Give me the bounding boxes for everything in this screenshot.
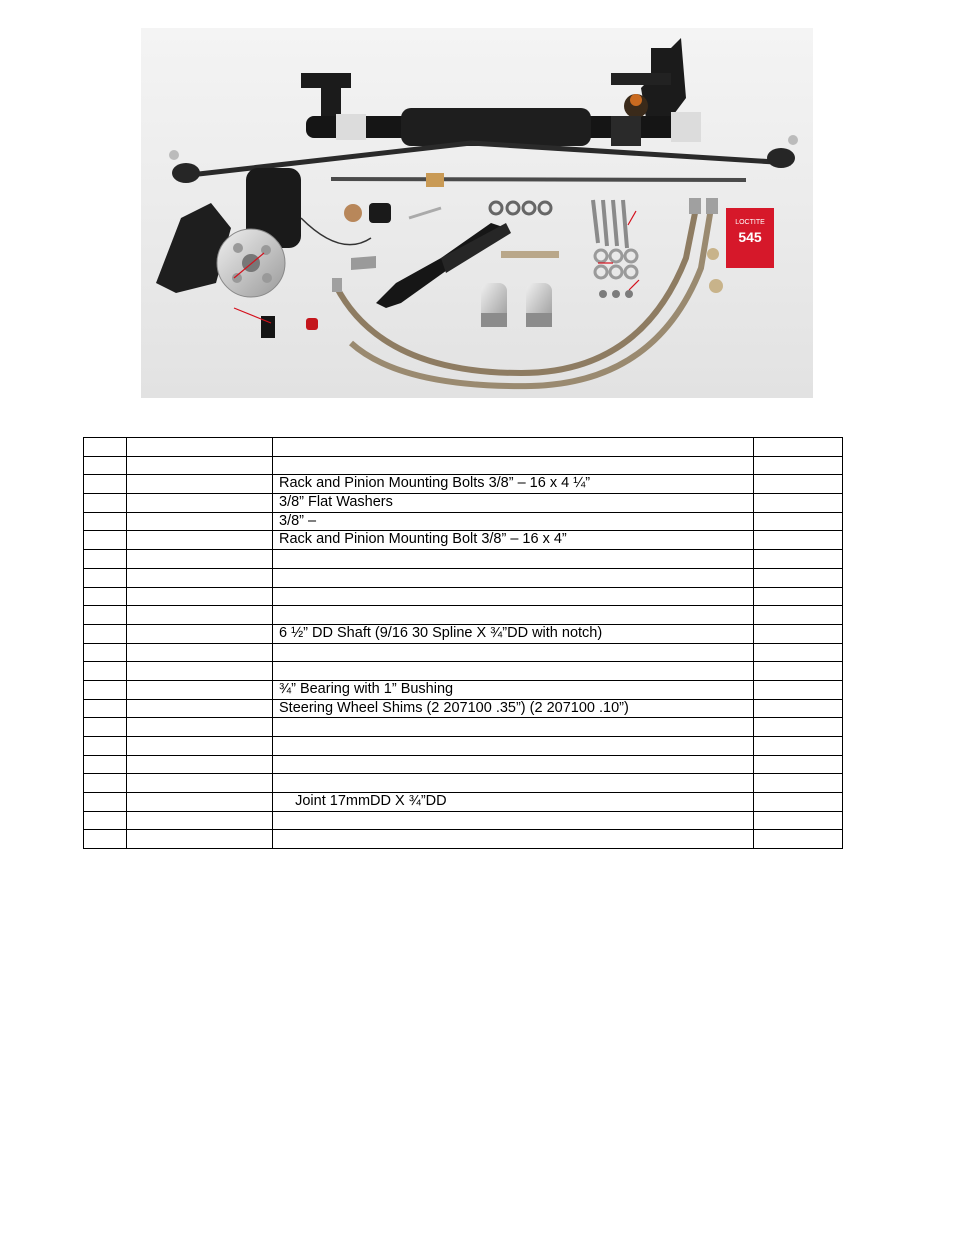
table-cell [84, 587, 127, 606]
table-cell [754, 550, 843, 569]
table-cell [127, 531, 273, 550]
table-cell [127, 662, 273, 681]
table-cell [754, 438, 843, 457]
table-cell [273, 456, 754, 475]
table-cell [754, 680, 843, 699]
table-cell [273, 587, 754, 606]
table-row [84, 456, 843, 475]
table-cell [273, 755, 754, 774]
table-cell [127, 512, 273, 531]
table-cell [754, 643, 843, 662]
table-row [84, 737, 843, 756]
table-cell [127, 737, 273, 756]
parts-table-body [84, 438, 843, 849]
table-cell [754, 512, 843, 531]
table-cell [84, 568, 127, 587]
sealant-label: 545 [738, 229, 762, 245]
table-cell [127, 587, 273, 606]
table-cell: 3/8” Flat Washers [273, 494, 754, 513]
table-cell: ¾” Bearing with 1” Bushing [273, 680, 754, 699]
table-cell [127, 793, 273, 812]
table-cell [84, 494, 127, 513]
table-cell [127, 550, 273, 569]
table-cell [84, 475, 127, 494]
table-cell [754, 568, 843, 587]
table-row [84, 606, 843, 625]
table-cell [84, 531, 127, 550]
table-row [84, 550, 843, 569]
table-cell: Rack and Pinion Mounting Bolt 3/8” – 16 x 4” [273, 531, 754, 550]
table-cell [127, 606, 273, 625]
table-cell [273, 438, 754, 457]
table-cell: 6 ½” DD Shaft (9/16 30 Spline X ¾”DD with notch) [273, 624, 754, 643]
table-cell [273, 568, 754, 587]
table-row [84, 680, 843, 699]
table-cell [273, 737, 754, 756]
table-row [84, 512, 843, 531]
table-cell [754, 624, 843, 643]
table-cell [754, 811, 843, 830]
table-cell [754, 531, 843, 550]
table-cell [127, 718, 273, 737]
table-row [84, 755, 843, 774]
table-cell [84, 606, 127, 625]
table-row [84, 568, 843, 587]
table-cell [754, 793, 843, 812]
table-cell [273, 774, 754, 793]
table-cell [127, 699, 273, 718]
steering-kit-photo [141, 28, 813, 398]
table-cell [84, 438, 127, 457]
table-cell [127, 755, 273, 774]
table-row [84, 830, 843, 849]
table-cell [754, 494, 843, 513]
table-row [84, 438, 843, 457]
table-cell [273, 830, 754, 849]
table-cell [84, 830, 127, 849]
table-cell [273, 606, 754, 625]
table-row [84, 531, 843, 550]
table-cell [754, 606, 843, 625]
table-cell: Joint 17mmDD X ¾”DD [273, 793, 754, 812]
table-cell [84, 755, 127, 774]
table-cell: 3/8” – [273, 512, 754, 531]
table-cell [754, 587, 843, 606]
table-row [84, 699, 843, 718]
table-cell [273, 718, 754, 737]
table-cell [127, 624, 273, 643]
table-cell [84, 550, 127, 569]
table-cell [84, 456, 127, 475]
table-row [84, 587, 843, 606]
table-row [84, 793, 843, 812]
table-cell: Rack and Pinion Mounting Bolts 3/8” – 16 x 4 ¼” [273, 475, 754, 494]
table-cell [273, 662, 754, 681]
table-cell [127, 643, 273, 662]
table-row [84, 811, 843, 830]
table-row [84, 774, 843, 793]
table-row [84, 624, 843, 643]
table-cell [127, 456, 273, 475]
table-cell [754, 699, 843, 718]
table-cell [127, 568, 273, 587]
table-cell [127, 811, 273, 830]
table-cell [273, 811, 754, 830]
table-cell [127, 830, 273, 849]
table-cell [84, 718, 127, 737]
table-cell [84, 680, 127, 699]
table-cell [754, 774, 843, 793]
table-row [84, 494, 843, 513]
table-cell [84, 811, 127, 830]
table-cell [273, 643, 754, 662]
table-cell [127, 475, 273, 494]
table-cell [84, 624, 127, 643]
table-cell [84, 774, 127, 793]
table-cell [754, 737, 843, 756]
sealant-brand: LOCTITE [735, 219, 765, 226]
table-cell [84, 699, 127, 718]
table-cell [754, 830, 843, 849]
table-cell [754, 475, 843, 494]
table-cell [84, 512, 127, 531]
dd-shaft [501, 251, 559, 258]
table-row [84, 718, 843, 737]
loctite-packet [726, 208, 774, 268]
table-cell [84, 643, 127, 662]
parts-table [83, 437, 843, 849]
table-cell: Steering Wheel Shims (2 207100 .35”) (2 207100 .10”) [273, 699, 754, 718]
table-cell [84, 662, 127, 681]
table-cell [127, 680, 273, 699]
table-cell [754, 456, 843, 475]
table-cell [754, 718, 843, 737]
table-cell [273, 550, 754, 569]
table-cell [84, 793, 127, 812]
table-cell [84, 737, 127, 756]
table-cell [127, 438, 273, 457]
table-row [84, 662, 843, 681]
table-cell [127, 774, 273, 793]
table-cell [754, 755, 843, 774]
table-cell [754, 662, 843, 681]
table-row [84, 475, 843, 494]
table-row [84, 643, 843, 662]
table-cell [127, 494, 273, 513]
